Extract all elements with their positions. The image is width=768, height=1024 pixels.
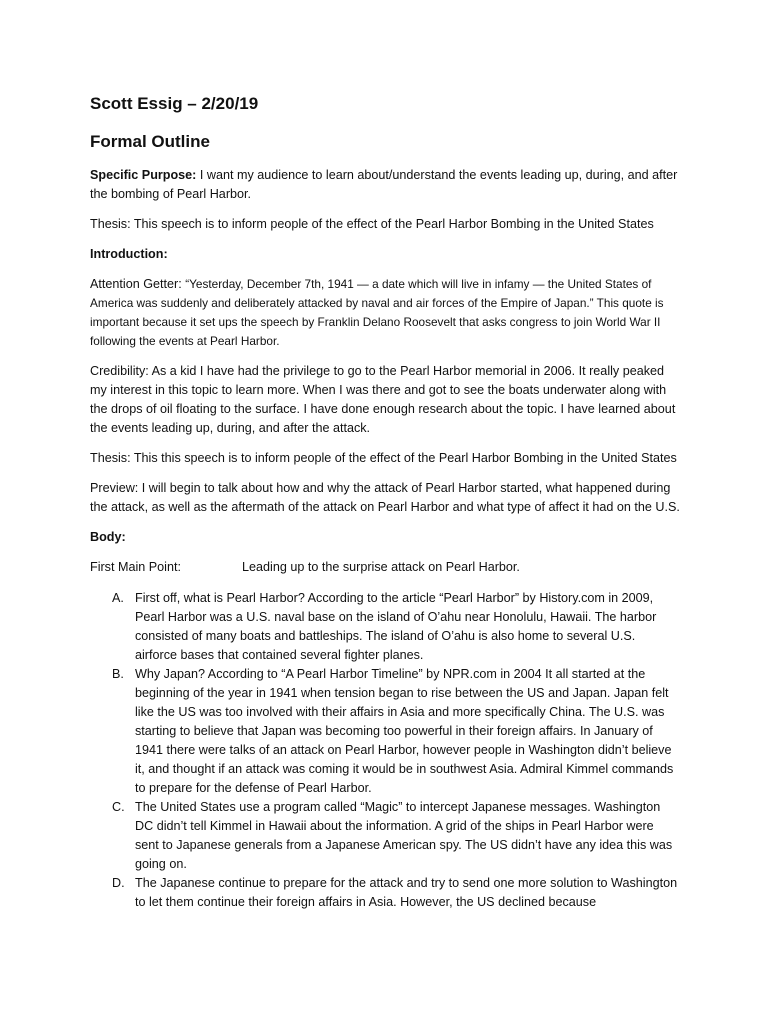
list-item-text: Why Japan? According to “A Pearl Harbor Timeline” by NPR.com in 2004 It all started at the beginning of the year in 1941 when tension began to rise between the US and Japan. Japan felt like the US was too involved with their affairs in Asia and more specifically China. The U.S. was starting to believe that Japan was becoming too powerful in their foreign affairs. In January of 1941 there were talks of an attack on Pearl Harbor, however people in Washington didn’t believe it, and thought if an attack was coming it would be in southwest Asia. Admiral Kimmel commands to prepare for the defense of Pearl Harbor. [135,667,674,795]
list-item [90,874,680,912]
attention-getter-label: Attention Getter: [90,277,186,291]
list-item-text: The United States use a program called “Magic” to intercept Japanese messages. Washington DC didn’t tell Kimmel in Hawaii about the information. A grid of the ships in Pearl Harbor were sent to Japanese generals from a Japanese American spy. The US didn’t have any idea this was going on. [135,800,673,871]
attention-getter-text: “Yesterday, December 7th, 1941 — a date which will live in infamy — the United States of America was suddenly and deliberately attacked by naval and air forces of the Empire of Japan.” This quote is important because it set ups the speech by Franklin Delano Roosevelt that asks congress to join World War II following the events at Pearl Harbor. [90,277,664,348]
specific-purpose-paragraph [90,166,680,204]
list-item-text: First off, what is Pearl Harbor? According to the article “Pearl Harbor” by History.com in 2009, Pearl Harbor was a U.S. naval base on the island of O’ahu near Honolulu, Hawaii. The harbor consisted of many boats and battleships. The island of O’ahu is also home to several U.S. airforce bases that contained several fighter planes. [135,591,657,662]
list-item-marker: D. [112,876,125,890]
list-item-marker: B. [112,667,124,681]
first-main-point-text: Leading up to the surprise attack on Pearl Harbor. [242,560,520,574]
list-item [90,665,680,798]
credibility-paragraph: Credibility: As a kid I have had the privilege to go to the Pearl Harbor memorial in 2006. It really peaked my interest in this topic to learn more. When I was there and got to see the boats underwater along with the drops of oil floating to the surface. I have done enough research about the topic. I have learned about the events leading up, during, and after the attack. [90,364,676,435]
list-item [90,798,680,874]
list-item [90,589,680,665]
first-main-point [90,558,680,577]
main-point-list [90,589,680,912]
specific-purpose-text: I want my audience to learn about/understand the events leading up, during, and after the bombing of Pearl Harbor. [90,168,678,201]
body-heading: Body: [90,530,126,544]
list-item-text: The Japanese continue to prepare for the attack and try to send one more solution to Washington to let them continue their foreign affairs in Asia. However, the US declined because [135,876,678,909]
thesis-repeat-paragraph: Thesis: This this speech is to inform people of the effect of the Pearl Harbor Bombing in the United States [90,451,677,465]
introduction-heading: Introduction: [90,247,168,261]
first-main-point-label: First Main Point: [90,560,181,574]
thesis-paragraph: Thesis: This speech is to inform people of the effect of the Pearl Harbor Bombing in the United States [90,217,654,231]
list-item-marker: A. [112,591,124,605]
document-title: Formal Outline [90,132,210,151]
document-page [90,92,680,912]
preview-paragraph: Preview: I will begin to talk about how and why the attack of Pearl Harbor started, what happened during the attack, as well as the aftermath of the attack on Pearl Harbor and what type of affect it had on the U.S. [90,481,680,514]
attention-getter-paragraph [90,275,680,351]
specific-purpose-label: Specific Purpose: [90,168,197,182]
author-date-heading: Scott Essig – 2/20/19 [90,94,259,113]
list-item-marker: C. [112,800,125,814]
